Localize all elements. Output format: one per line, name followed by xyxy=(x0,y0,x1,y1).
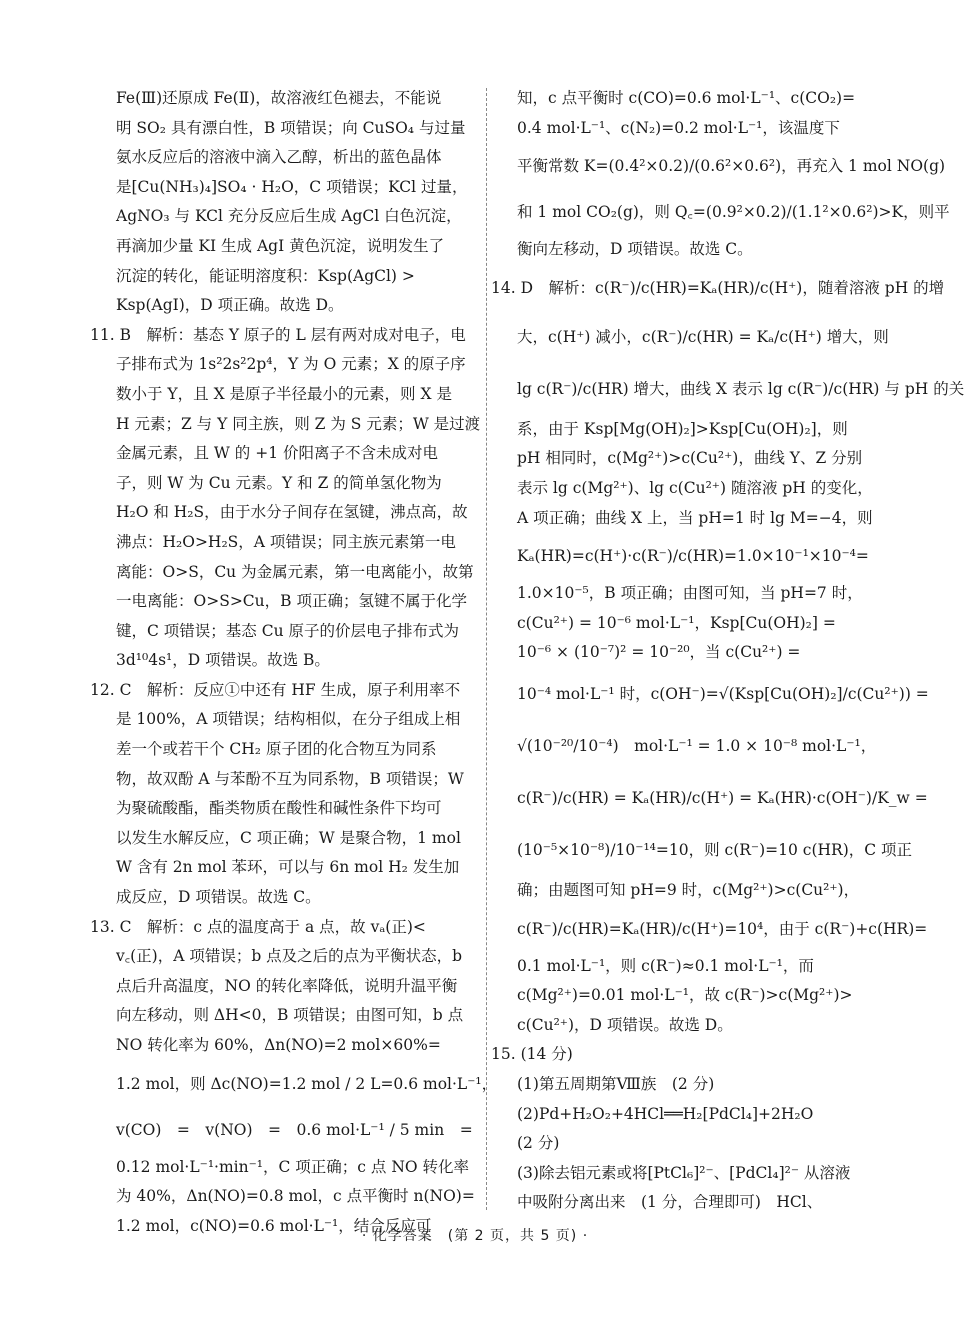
text-line: Fe(Ⅲ)还原成 Fe(Ⅱ)，故溶液红色褪去，不能说 xyxy=(116,89,442,107)
text-line: √(10⁻²⁰/10⁻⁴) mol·L⁻¹ = 1.0 × 10⁻⁸ mol·L⁻¹， xyxy=(517,736,877,755)
text-line: 和 1 mol CO₂(g)，则 Q꜀=(0.9²×0.2)/(1.1²×0.6²)>K，则平 xyxy=(517,203,950,222)
text-line: c(Mg²⁺)=0.01 mol·L⁻¹，故 c(R⁻)>c(Mg²⁺)> xyxy=(517,986,853,1005)
text-line: 离能：O>S，Cu 为金属元素，第一电离能小，故第 xyxy=(116,562,474,581)
text-line: c(R⁻)/c(HR) = Kₐ(HR)/c(H⁺) = Kₐ(HR)·c(OH⁻)/K_w = xyxy=(517,788,928,807)
text-line: 中吸附分离出来 (1 分，合理即可) HCl、 xyxy=(517,1193,823,1212)
text-line: (1)第五周期第Ⅷ族 (2 分) xyxy=(517,1074,715,1093)
column-divider xyxy=(486,88,487,1210)
text-line: W 含有 2n mol 苯环，可以与 6n mol H₂ 发生加 xyxy=(116,858,460,877)
text-line: 11. B 解析：基态 Y 原子的 L 层有两对成对电子，电 xyxy=(90,325,466,344)
text-line: 沸点：H₂O>H₂S，A 项错误；同主族元素第一电 xyxy=(116,532,456,551)
text-line: 金属元素，且 W 的 +1 价阳离子不含未成对电 xyxy=(116,444,438,463)
text-line: (3)除去铝元素或将[PtCl₆]²⁻、[PdCl₄]²⁻ 从溶液 xyxy=(517,1163,851,1182)
text-line: H 元素；Z 与 Y 同主族，则 Z 为 S 元素；W 是过渡 xyxy=(116,414,481,433)
text-line: 向左移动，则 ΔH<0，B 项错误；由图可知，b 点 xyxy=(116,1006,464,1025)
text-line: 知，c 点平衡时 c(CO)=0.6 mol·L⁻¹、c(CO₂)= xyxy=(517,89,856,107)
text-line: 表示 lg c(Mg²⁺)、lg c(Cu²⁺) 随溶液 pH 的变化， xyxy=(517,478,873,497)
text-line: 0.12 mol·L⁻¹·min⁻¹，C 项正确；c 点 NO 转化率 xyxy=(116,1157,470,1176)
text-line: 1.2 mol，则 Δc(NO)=1.2 mol / 2 L=0.6 mol·L⁻¹， xyxy=(116,1074,498,1093)
text-line: 明 SO₂ 具有漂白性，B 项错误；向 CuSO₄ 与过量 xyxy=(116,118,466,137)
text-line: 13. C 解析：c 点的温度高于 a 点，故 vₐ(正)< xyxy=(90,917,426,936)
text-line: Kₐ(HR)=c(H⁺)·c(R⁻)/c(HR)=1.0×10⁻¹×10⁻⁴= xyxy=(517,547,869,566)
text-line: 3d¹⁰4s¹，D 项错误。故选 B。 xyxy=(116,651,330,670)
right-column xyxy=(491,84,964,1218)
text-line: 数小于 Y，且 X 是原子半径最小的元素，则 X 是 xyxy=(116,384,452,403)
text-line: c(Cu²⁺)，D 项错误。故选 D。 xyxy=(517,1015,733,1034)
text-line: 一电离能：O>S>Cu，B 项正确；氢键不属于化学 xyxy=(116,592,467,611)
text-line: 是[Cu(NH₃)₄]SO₄ · H₂O，C 项错误；KCl 过量， xyxy=(116,177,468,196)
text-line: c(R⁻)/c(HR)=Kₐ(HR)/c(H⁺)=10⁴，由于 c(R⁻)+c(HR)= xyxy=(517,919,928,938)
text-line: Ksp(AgI)，D 项正确。故选 D。 xyxy=(116,296,344,315)
text-line: 0.1 mol·L⁻¹，则 c(R⁻)≈0.1 mol·L⁻¹，而 xyxy=(517,956,814,975)
text-line: 键，C 项错误；基态 Cu 原子的价层电子排布式为 xyxy=(116,621,459,640)
text-line: 以发生水解反应，C 项正确；W 是聚合物，1 mol xyxy=(116,828,461,847)
text-line: 再滴加少量 KI 生成 AgI 黄色沉淀，说明发生了 xyxy=(116,236,445,255)
text-line: 平衡常数 K=(0.4²×0.2)/(0.6²×0.6²)，再充入 1 mol NO(g) xyxy=(517,157,946,176)
text-line: 子排布式为 1s²2s²2p⁴，Y 为 O 元素；X 的原子序 xyxy=(116,355,466,374)
page-footer: · 化学答案 (第 2 页，共 5 页) · xyxy=(361,1228,589,1244)
text-line: NO 转化率为 60%，Δn(NO)=2 mol×60%= xyxy=(116,1036,441,1054)
text-line: 0.4 mol·L⁻¹、c(N₂)=0.2 mol·L⁻¹，该温度下 xyxy=(517,118,840,137)
text-line: 物，故双酚 A 与苯酚不互为同系物，B 项错误；W xyxy=(116,769,464,788)
text-line: A 项正确；曲线 X 上，当 pH=1 时 lg M=−4，则 xyxy=(517,508,873,527)
text-line: 点后升高温度，NO 的转化率降低，说明升温平衡 xyxy=(116,976,458,995)
text-line: (10⁻⁵×10⁻⁸)/10⁻¹⁴=10，则 c(R⁻)=10 c(HR)，C 项正 xyxy=(517,840,913,859)
left-column xyxy=(90,84,498,1241)
text-line: 10⁻⁴ mol·L⁻¹ 时，c(OH⁻)=√(Ksp[Cu(OH)₂]/c(Cu²⁺)) = xyxy=(517,684,929,703)
text-line: 成反应，D 项错误。故选 C。 xyxy=(116,888,321,907)
text-line: 是 100%，A 项错误；结构相似，在分子组成上相 xyxy=(116,710,461,729)
text-line: pH 相同时，c(Mg²⁺)>c(Cu²⁺)，曲线 Y、Z 分别 xyxy=(517,449,863,468)
text-line: 10⁻⁶ × (10⁻⁷)² = 10⁻²⁰，当 c(Cu²⁺) = xyxy=(517,643,801,662)
text-line: 氨水反应后的溶液中滴入乙醇，析出的蓝色晶体 xyxy=(116,148,442,167)
text-line: 15. (14 分) xyxy=(491,1045,573,1064)
text-line: 衡向左移动，D 项错误。故选 C。 xyxy=(517,240,753,259)
text-line: 1.2 mol，c(NO)=0.6 mol·L⁻¹，结合反应可 xyxy=(116,1216,432,1235)
text-line: 12. C 解析：反应①中还有 HF 生成，原子利用率不 xyxy=(90,680,461,699)
text-line: v꜀(正)，A 项错误；b 点及之后的点为平衡状态，b xyxy=(116,947,463,966)
text-line: 系，由于 Ksp[Mg(OH)₂]>Ksp[Cu(OH)₂]，则 xyxy=(517,419,848,438)
text-line: 差一个或若干个 CH₂ 原子团的化合物互为同系 xyxy=(116,740,437,759)
text-line: 为聚硫酸酯，酯类物质在酸性和碱性条件下均可 xyxy=(116,799,442,818)
text-line: 子，则 W 为 Cu 元素。Y 和 Z 的简单氢化物为 xyxy=(116,473,442,492)
text-line: c(Cu²⁺) = 10⁻⁶ mol·L⁻¹，Ksp[Cu(OH)₂] = xyxy=(517,613,836,632)
text-line: 14. D 解析：c(R⁻)/c(HR)=Kₐ(HR)/c(H⁺)，随着溶液 pH 的增 xyxy=(491,278,945,297)
text-line: 1.0×10⁻⁵，B 项正确；由图可知，当 pH=7 时， xyxy=(517,584,863,603)
text-line: (2 分) xyxy=(517,1134,560,1153)
text-line: v(CO) = v(NO) = 0.6 mol·L⁻¹ / 5 min = xyxy=(116,1120,473,1139)
text-line: AgNO₃ 与 KCl 充分反应后生成 AgCl 白色沉淀， xyxy=(116,207,462,226)
text-line: (2)Pd+H₂O₂+4HCl══H₂[PdCl₄]+2H₂O xyxy=(517,1104,814,1123)
text-line: lg c(R⁻)/c(HR) 增大，曲线 X 表示 lg c(R⁻)/c(HR) 与 pH 的关 xyxy=(517,379,964,398)
text-line: H₂O 和 H₂S，由于水分子间存在氢键，沸点高，故 xyxy=(116,503,468,522)
text-line: 确；由题图可知 pH=9 时，c(Mg²⁺)>c(Cu²⁺)， xyxy=(517,880,860,899)
text-line: 大，c(H⁺) 减小，c(R⁻)/c(HR) = Kₐ/c(H⁺) 增大，则 xyxy=(517,327,889,346)
text-line: 沉淀的转化，能证明溶度积：Ksp(AgCl) > xyxy=(116,266,415,285)
text-line: 为 40%，Δn(NO)=0.8 mol，c 点平衡时 n(NO)= xyxy=(116,1187,475,1206)
